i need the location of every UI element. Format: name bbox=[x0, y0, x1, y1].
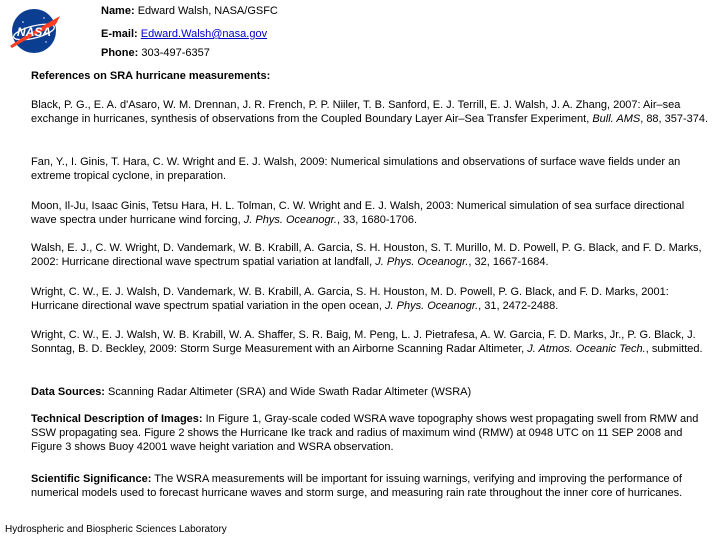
reference-item: Wright, C. W., E. J. Walsh, W. B. Krabill, W. A. Shaffer, S. R. Baig, M. Peng, L. J. Pietrafesa, A. W. Garcia, F. D. Marks, Jr., P. G. Black, J. Sonntag, B. D. Beckley, 2009: Storm Surge Measurement with an Airborne Scanning Radar Altimeter, J. Atmos. Oceanic Tech., submitted. bbox=[31, 329, 703, 355]
technical-description bbox=[31, 412, 711, 454]
reference-item: Moon, Il-Ju, Isaac Ginis, Tetsu Hara, H. L. Tolman, C. W. Wright and E. J. Walsh, 2003: Numerical simulation of sea surface directional wave spectra under hurricane wind forcing, J. Phys. Oceanogr., 33, 1680-1706. bbox=[31, 200, 685, 226]
references-title: References on SRA hurricane measurements: bbox=[31, 70, 271, 82]
scientific-significance bbox=[31, 472, 711, 500]
email-label: E-mail: bbox=[101, 28, 138, 40]
nasa-logo-text: NASA bbox=[16, 25, 52, 39]
reference-item: Black, P. G., E. A. d'Asaro, W. M. Drennan, J. R. French, P. P. Niiler, T. B. Sanford, E. J. Terrill, E. J. Walsh, J. A. Zhang, 2007: Air–sea exchange in hurricanes, synthesis of observations from the Coupled Boundary Layer Air–Sea Transfer Experiment, Bull. AMS, 88, 357-374. bbox=[31, 99, 709, 125]
reference-item: Fan, Y., I. Ginis, T. Hara, C. W. Wright and E. J. Walsh, 2009: Numerical simulations and observations of surface wave fields under an extreme tropical cyclone, in preparation. bbox=[31, 156, 681, 182]
significance-label: Scientific Significance: bbox=[31, 473, 152, 485]
data-sources-label: Data Sources: bbox=[31, 386, 105, 398]
journal-name: J. Phys. Oceanogr. bbox=[385, 300, 479, 312]
data-sources-text: Scanning Radar Altimeter (SRA) and Wide Swath Radar Altimeter (WSRA) bbox=[104, 386, 472, 398]
name-value: Edward Walsh, NASA/GSFC bbox=[137, 5, 278, 17]
name-label: Name: bbox=[101, 5, 135, 17]
journal-name: Bull. AMS bbox=[592, 113, 641, 125]
reference-item: Walsh, E. J., C. W. Wright, D. Vandemark, W. B. Krabill, A. Garcia, S. H. Houston, S. T. Murillo, M. D. Powell, P. G. Black, and F. D. Marks, 2002: Hurricane directional wave spectrum spatial variation at landfall, J. Phys. Oceanogr., 32, 1667-1684. bbox=[31, 242, 702, 268]
reference-item: Wright, C. W., E. J. Walsh, D. Vandemark, W. B. Krabill, A. Garcia, S. H. Houston, M. D. Powell, P. G. Black, and F. D. Marks, 2001: Hurricane directional wave spectrum spatial variation in the open ocean, J. Phys. Oceanogr., 31, 2472-2488. bbox=[31, 286, 669, 312]
technical-text: In Figure 1, Gray-scale coded WSRA wave topography shows west propagating swell from RMW and SSW propagating sea. Figure 2 shows the Hurricane Ike track and radius of maximum wind (RMW) at 0948 UTC on 11 SEP 2008 and Figure 3 shows Buoy 42001 wave height variation and WSRA observation. bbox=[31, 413, 699, 453]
contact-email bbox=[101, 27, 267, 41]
significance-text: The WSRA measurements will be important for issuing warnings, verifying and improving the performance of numerical models used to forecast hurricane waves and storm surge, and measuring rain rate throughout the inner core of hurricanes. bbox=[31, 473, 683, 499]
data-sources bbox=[31, 385, 711, 399]
phone-value: 303-497-6357 bbox=[141, 47, 210, 59]
phone-label: Phone: bbox=[101, 47, 139, 59]
journal-name: J. Atmos. Oceanic Tech. bbox=[527, 343, 646, 355]
contact-name bbox=[101, 4, 278, 18]
contact-phone bbox=[101, 46, 210, 60]
journal-name: J. Phys. Oceanogr. bbox=[375, 256, 469, 268]
technical-label: Technical Description of Images: bbox=[31, 413, 203, 425]
email-link[interactable]: Edward.Walsh@nasa.gov bbox=[140, 28, 268, 40]
nasa-logo bbox=[6, 6, 62, 56]
journal-name: J. Phys. Oceanogr. bbox=[243, 214, 337, 226]
footer-lab-name: Hydrospheric and Biospheric Sciences Laboratory bbox=[5, 524, 227, 535]
